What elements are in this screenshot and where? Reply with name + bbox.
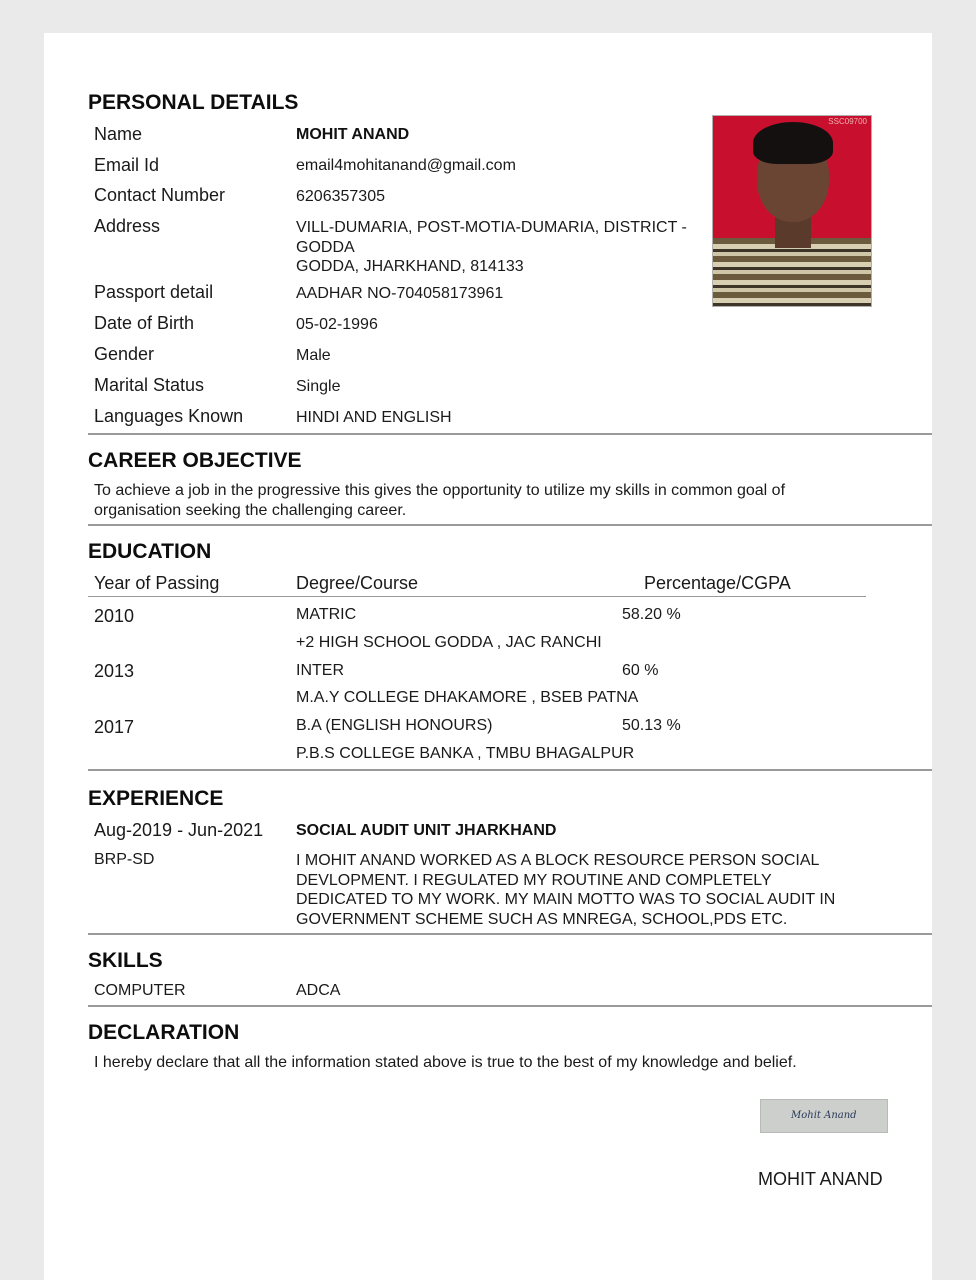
divider [88,933,932,935]
profile-photo [712,115,872,307]
personal-details-heading: PERSONAL DETAILS [88,91,299,114]
career-objective-heading: CAREER OBJECTIVE [88,449,302,472]
divider [88,769,932,771]
label-marital: Marital Status [94,375,205,395]
label-email: Email Id [94,155,160,175]
value-passport: AADHAR NO-704058173961 [296,285,504,302]
declaration-text: I hereby declare that all the information stated above is true to the best of my knowledge and belief. [94,1054,797,1071]
skills-heading: SKILLS [88,949,163,972]
education-col-year: Year of Passing [94,573,220,593]
declaration-heading: DECLARATION [88,1021,240,1044]
signatory-name: MOHIT ANAND [758,1169,883,1189]
education-year: 2010 [94,606,135,626]
education-institute: M.A.Y COLLEGE DHAKAMORE , BSEB PATNA [296,689,639,706]
education-degree: INTER [296,662,344,679]
education-col-percentage: Percentage/CGPA [644,573,791,593]
value-dob: 05-02-1996 [296,316,378,333]
education-percentage: 50.13 % [622,717,681,734]
education-year: 2013 [94,661,135,681]
education-year: 2017 [94,717,135,737]
label-name: Name [94,124,143,144]
education-col-degree: Degree/Course [296,573,419,593]
education-header-underline [88,596,866,597]
divider [88,524,932,526]
value-languages: HINDI AND ENGLISH [296,409,452,426]
label-passport: Passport detail [94,282,214,302]
value-email: email4mohitanand@gmail.com [296,157,516,174]
label-address: Address [94,216,161,236]
experience-role: BRP-SD [94,851,155,868]
education-institute: +2 HIGH SCHOOL GODDA , JAC RANCHI [296,634,602,651]
value-gender: Male [296,347,331,364]
experience-period: Aug-2019 - Jun-2021 [94,820,264,840]
photo-stamp: SSC09700 [828,117,867,126]
experience-company: SOCIAL AUDIT UNIT JHARKHAND [296,822,557,839]
resume-page [44,33,932,1280]
education-percentage: 58.20 % [622,606,681,623]
education-heading: EDUCATION [88,540,212,563]
value-marital: Single [296,378,341,395]
label-contact: Contact Number [94,185,226,205]
skills-value: ADCA [296,982,341,999]
education-degree: MATRIC [296,606,357,623]
signature-scribble: Mohit Anand [791,1110,857,1121]
education-percentage: 60 % [622,662,659,679]
skills-label: COMPUTER [94,982,186,999]
label-languages: Languages Known [94,406,244,426]
value-contact: 6206357305 [296,188,385,205]
value-name: MOHIT ANAND [296,126,410,143]
education-institute: P.B.S COLLEGE BANKA , TMBU BHAGALPUR [296,745,635,762]
signature-image [760,1099,888,1133]
career-objective-text: To achieve a job in the progressive this gives the opportunity to utilize my skills in common goal of organisation seeking the challenging career. [94,482,786,519]
experience-heading: EXPERIENCE [88,787,224,810]
value-address-line1: VILL-DUMARIA, POST-MOTIA-DUMARIA, DISTRICT -GODDA [296,219,687,256]
education-degree: B.A (ENGLISH HONOURS) [296,717,493,734]
experience-description: I MOHIT ANAND WORKED AS A BLOCK RESOURCE PERSON SOCIAL DEVLOPMENT. I REGULATED MY ROUTINE AND COMPLETELY DEDICATED TO MY WORK. MY MAIN MOTTO WAS TO SOCIAL AUDIT IN GOVERNMENT SCHEME SUCH AS MNREGA, SCHOOL,PDS ETC. [296,852,836,928]
label-gender: Gender [94,344,155,364]
label-dob: Date of Birth [94,313,195,333]
divider [88,433,932,435]
divider [88,1005,932,1007]
value-address-line2: GODDA, JHARKHAND, 814133 [296,258,524,275]
